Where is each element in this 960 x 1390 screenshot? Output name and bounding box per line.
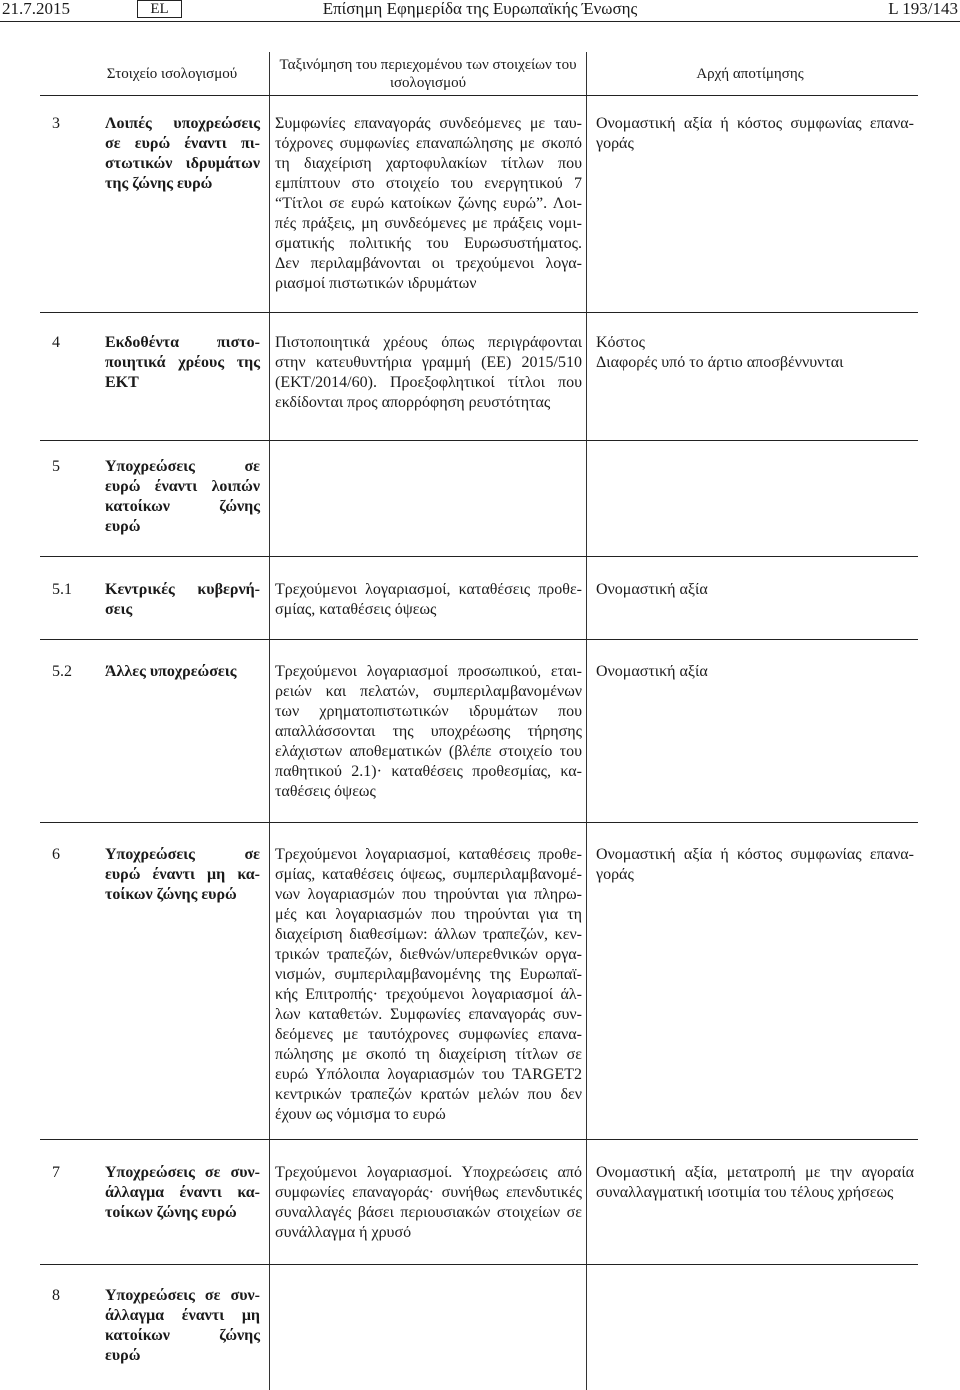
- content-classification-line: κεντρικών τραπεζών κρατών μελών που δεν: [275, 1086, 582, 1103]
- valuation-principle-line: συναλλαγματική ισοτιμία του τέλους χρήσεως: [596, 1184, 894, 1201]
- content-classification-line: στην κατευθυντήρια γραμμή (ΕΕ) 2015/510: [275, 354, 582, 371]
- column-header-line: Ταξινόμηση του περιεχομένου των στοιχείων του: [279, 56, 577, 73]
- balance-sheet-item-line: κατοίκων ζώνης: [105, 498, 260, 515]
- valuation-principle-line: Ονομαστική αξία ή κόστος συμφωνίας επανα-: [596, 115, 914, 132]
- balance-sheet-item-line: Εκδοθέντα πιστο-: [105, 334, 260, 351]
- page-reference: L 193/143: [888, 0, 958, 18]
- content-classification-line: λων καταθετών. Συμφωνίες επαναγοράς συν-: [275, 1006, 582, 1023]
- content-classification-line: “Τίτλοι σε ευρώ κατοίκων ζώνης ευρώ”. Λοι-: [275, 195, 582, 212]
- balance-sheet-item-line: στωτικών ιδρυμάτων: [105, 155, 260, 172]
- item-cell: [105, 457, 260, 537]
- balance-sheet-item-line: της ζώνης ευρώ: [105, 175, 213, 192]
- row-number: 7: [52, 1164, 60, 1181]
- valuation-principle-line: γοράς: [596, 866, 634, 883]
- content-classification-line: απαλλάσσονται της υποχρέωσης τήρησης: [275, 723, 582, 740]
- item-cell: [105, 845, 260, 905]
- balance-sheet-item-line: άλλαγμα έναντι κα-: [105, 1184, 260, 1201]
- table-row: [40, 557, 918, 640]
- row-number: 3: [52, 115, 60, 132]
- row-number: 4: [52, 334, 60, 351]
- content-classification-line: Δεν περιλαμβάνονται οι τρεχούμενοι λογα-: [275, 255, 582, 272]
- journal-title: Επίσημη Εφημερίδα της Ευρωπαϊκής Ένωσης: [322, 0, 638, 18]
- content-classification-line: πώλησης με σκοπό τη διαχείριση τίτλων σε: [275, 1046, 582, 1063]
- content-classification-line: τρικών τραπεζών, διεθνών/υπερεθνικών οργα-: [275, 946, 582, 963]
- valuation-principle-line: Ονομαστική αξία, μετατροπή με την αγοραία: [596, 1164, 914, 1181]
- item-cell: [105, 662, 260, 682]
- balance-sheet-item-line: σε ευρώ έναντι πι-: [105, 135, 260, 152]
- item-cell: [105, 1163, 260, 1223]
- content-classification-line: σματικής πολιτικής του Ευρωσυστήματος.: [275, 235, 582, 252]
- balance-sheet-item-line: ευρώ: [105, 1347, 141, 1364]
- balance-sheet-item-line: Άλλες υποχρεώσεις: [105, 663, 237, 680]
- content-classification-line: νισμών, συμπεριλαμβανομένης της Ευρωπαϊ-: [275, 966, 582, 983]
- valuation-cell: [596, 580, 914, 600]
- row-number: 5.1: [52, 581, 72, 598]
- balance-sheet-item-line: τοίκων ζώνης ευρώ: [105, 886, 237, 903]
- balance-sheet-item-line: κατοίκων ζώνης: [105, 1327, 260, 1344]
- valuation-principle-line: Ονομαστική αξία ή κόστος συμφωνίας επανα-: [596, 846, 914, 863]
- balance-sheet-item-line: Λοιπές υποχρεώσεις: [105, 115, 260, 132]
- column-header-valuation: [587, 52, 913, 95]
- content-classification-line: κής Επιτροπής· τρεχούμενοι λογαριασμοί άλ-: [275, 986, 582, 1003]
- item-cell: [105, 333, 260, 393]
- balance-sheet-item-line: ευρώ: [105, 518, 141, 535]
- content-classification-line: Πιστοποιητικά χρέους όπως περιγράφονται: [275, 334, 582, 351]
- content-classification-line: εμπίπτουν στο στοιχείο του ενεργητικού 7: [275, 175, 582, 192]
- row-number: 5.2: [52, 663, 72, 680]
- table-row: [40, 313, 918, 441]
- balance-sheet-item-line: Υποχρεώσεις σε συν-: [105, 1164, 260, 1181]
- valuation-principle-line: Ονομαστική αξία: [596, 581, 708, 598]
- content-classification-line: σμίας, καταθέσεις όψεως: [275, 601, 437, 618]
- content-classification-line: εκδίδονται προς απορρόφηση ρευστότητας: [275, 394, 551, 411]
- content-cell: [275, 580, 582, 620]
- content-classification-line: ευρώ Υπόλοιπα λογαριασμών του TARGET2: [275, 1066, 582, 1083]
- balance-sheet-item-line: Κεντρικές κυβερνή-: [105, 581, 260, 598]
- content-classification-line: Τρεχούμενοι λογαριασμοί. Υποχρεώσεις από: [275, 1164, 582, 1181]
- balance-sheet-item-line: ευρώ έναντι λοιπών: [105, 478, 260, 495]
- running-header: [0, 0, 960, 22]
- content-classification-line: έχουν ως νόμισμα το ευρώ: [275, 1106, 446, 1123]
- content-classification-line: συνάλλαγμα ή χρυσό: [275, 1224, 412, 1241]
- valuation-principle-line: Κόστος: [596, 334, 645, 351]
- row-number: 5: [52, 458, 60, 475]
- valuation-principle-line: Ονομαστική αξία: [596, 663, 708, 680]
- valuation-cell: [596, 1163, 914, 1203]
- table-row: [40, 1140, 918, 1265]
- table-row: [40, 96, 918, 313]
- content-classification-line: συμφωνίες επαναγοράς· συνήθως επενδυτικές: [275, 1184, 582, 1201]
- language-code-badge: EL: [137, 0, 182, 18]
- content-classification-line: Τρεχούμενοι λογαριασμοί, καταθέσεις προθε-: [275, 846, 582, 863]
- content-classification-line: Τρεχούμενοι λογαριασμοί, καταθέσεις προθε-: [275, 581, 582, 598]
- table-header-row: [40, 52, 918, 96]
- balance-sheet-item-line: Υποχρεώσεις σε: [105, 458, 260, 475]
- content-classification-line: δεόμενες με ταυτόχρονες συμφωνίες επανα-: [275, 1026, 582, 1043]
- valuation-cell: [596, 114, 914, 154]
- column-header-line: Αρχή αποτίμησης: [696, 65, 804, 82]
- row-number: 6: [52, 846, 60, 863]
- item-cell: [105, 1286, 260, 1366]
- content-classification-line: πές πράξεις, μη συνδεόμενες με πράξεις νομι-: [275, 215, 582, 232]
- content-cell: [275, 333, 582, 413]
- content-classification-line: τόχρονες συμφωνίες επαναπώλησης με σκοπό: [275, 135, 582, 152]
- content-cell: [275, 1163, 582, 1243]
- content-classification-line: ριασμοί πιστωτικών ιδρυμάτων: [275, 275, 477, 292]
- table-row: [40, 441, 918, 557]
- item-cell: [105, 580, 260, 620]
- table-row: [40, 823, 918, 1140]
- content-classification-line: των χρηματοπιστωτικών ιδρυμάτων που: [275, 703, 582, 720]
- content-classification-line: διαχείριση διαθεσίμων: άλλων τραπεζών, κεν-: [275, 926, 582, 943]
- valuation-principle-line: Διαφορές υπό το άρτιο αποσβέννυνται: [596, 354, 844, 371]
- table-row: [40, 640, 918, 823]
- content-classification-line: Τρεχούμενοι λογαριασμοί προσωπικού, εται-: [275, 663, 582, 680]
- balance-sheet-item-line: ευρώ έναντι μη κα-: [105, 866, 260, 883]
- valuation-cell: [596, 845, 914, 885]
- content-classification-line: ρειών και πελατών, συμπεριλαμβανομένων: [275, 683, 582, 700]
- table-row: [40, 1265, 918, 1390]
- content-cell: [275, 114, 582, 294]
- valuation-cell: [596, 662, 914, 682]
- balance-sheet-item-line: ποιητικά χρέους της: [105, 354, 260, 371]
- content-classification-line: (ΕΚΤ/2014/60). Προεξοφλητικοί τίτλοι που: [275, 374, 582, 391]
- content-classification-line: ταθέσεις όψεως: [275, 783, 376, 800]
- balance-sheet-item-line: τοίκων ζώνης ευρώ: [105, 1204, 237, 1221]
- valuation-principle-line: γοράς: [596, 135, 634, 152]
- column-header-line: Στοιχείο ισολογισμού: [106, 65, 238, 82]
- balance-sheet-item-line: Υποχρεώσεις σε: [105, 846, 260, 863]
- column-header-item: [75, 52, 269, 95]
- balance-sheet-table: [40, 52, 918, 1390]
- content-classification-line: τη διαχείριση χαρτοφυλακίων τίτλων που: [275, 155, 582, 172]
- content-classification-line: Συμφωνίες επαναγοράς συνδεόμενες με ταυ-: [275, 115, 582, 132]
- item-cell: [105, 114, 260, 194]
- table-body: [40, 96, 918, 1390]
- balance-sheet-item-line: Υποχρεώσεις σε συν-: [105, 1287, 260, 1304]
- content-classification-line: συναλλαγές βάσει περιουσιακών στοιχείων σε: [275, 1204, 582, 1221]
- balance-sheet-item-line: ΕΚΤ: [105, 374, 139, 391]
- content-classification-line: μές και λογαριασμών που τηρούνται για τη: [275, 906, 582, 923]
- content-classification-line: ελάχιστων αποθεματικών (βλέπε στοιχείο του: [275, 743, 582, 760]
- valuation-cell: [596, 333, 914, 373]
- content-classification-line: παθητικού 2.1)· καταθέσεις προθεσμίας, κα-: [275, 763, 582, 780]
- content-classification-line: νων λογαριασμών που τηρούνται για πληρω-: [275, 886, 582, 903]
- content-cell: [275, 662, 582, 802]
- balance-sheet-item-line: σεις: [105, 601, 133, 618]
- column-header-content: [270, 52, 586, 95]
- publication-date: 21.7.2015: [2, 0, 70, 18]
- row-number: 8: [52, 1287, 60, 1304]
- column-header-line: ισολογισμού: [389, 74, 467, 91]
- content-classification-line: σμίας, καταθέσεις όψεως, συμπεριλαμβανομέ-: [275, 866, 582, 883]
- content-cell: [275, 845, 582, 1125]
- balance-sheet-item-line: άλλαγμα έναντι μη: [105, 1307, 260, 1324]
